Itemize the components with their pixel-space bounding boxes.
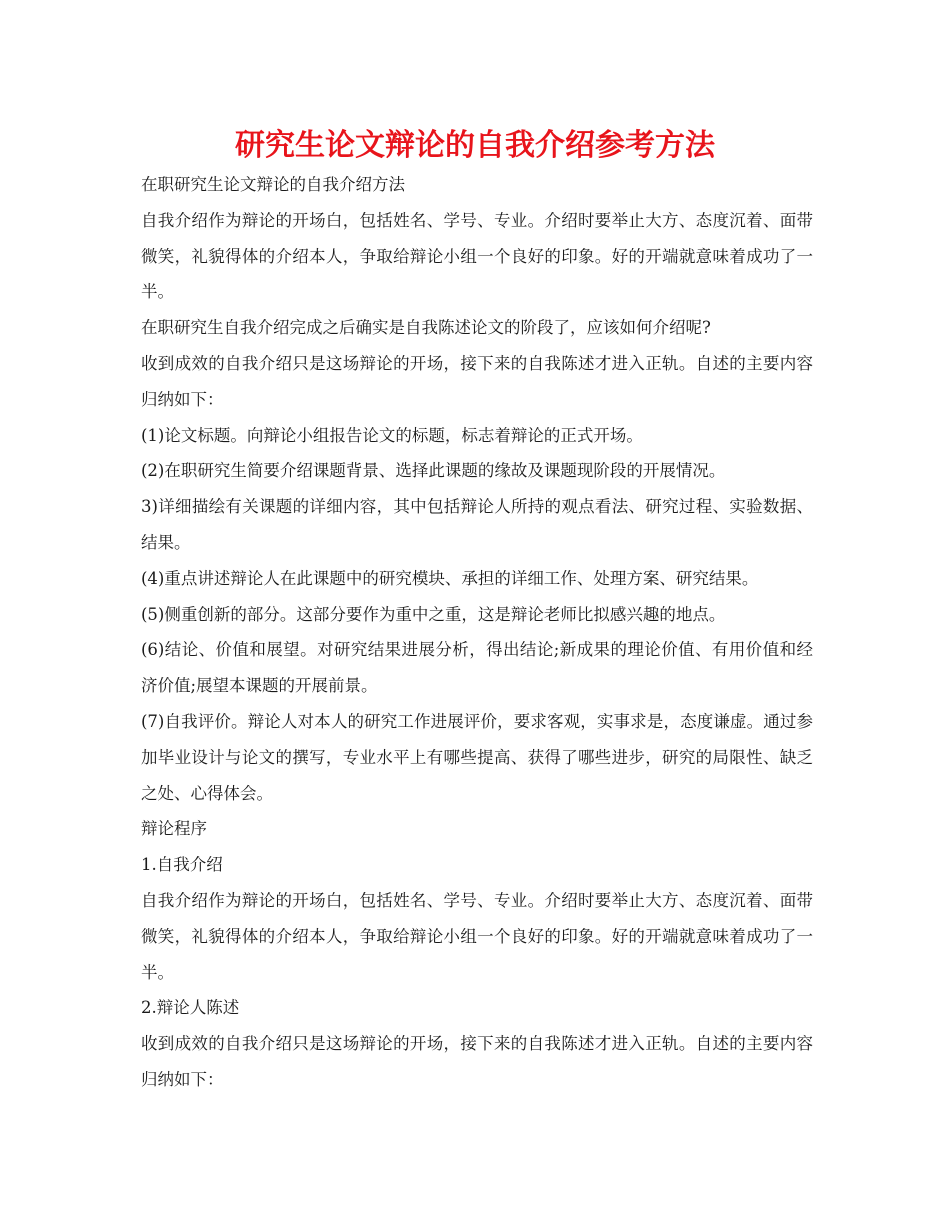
list-item: (7)自我评价。辩论人对本人的研究工作进展评价，要求客观，实事求是，态度谦虚。通过参加毕业设计与论文的撰写，专业水平上有哪些提高、获得了哪些进步，研究的局限性、缺乏之处、心得体会。: [141, 711, 813, 803]
document-body: [141, 167, 813, 1098]
body-paragraph: 自我介绍作为辩论的开场白，包括姓名、学号、专业。介绍时要举止大方、态度沉着、面带微笑，礼貌得体的介绍本人，争取给辩论小组一个良好的印象。好的开端就意味着成功了一半。: [141, 210, 813, 302]
list-item: (6)结论、价值和展望。对研究结果进展分析，得出结论;新成果的理论价值、有用价值和经济价值;展望本课题的开展前景。: [141, 640, 813, 696]
section-heading: 在职研究生论文辩论的自我介绍方法: [141, 175, 405, 194]
section-heading: 辩论程序: [141, 819, 207, 839]
body-paragraph: 自我介绍作为辩论的开场白，包括姓名、学号、专业。介绍时要举止大方、态度沉着、面带微笑，礼貌得体的介绍本人，争取给辩论小组一个良好的印象。好的开端就意味着成功了一半。: [141, 890, 813, 982]
list-item: (1)论文标题。向辩论小组报告论文的标题，标志着辩论的正式开场。: [141, 425, 643, 445]
list-item: (4)重点讲述辩论人在此课题中的研究模块、承担的详细工作、处理方案、研究结果。: [141, 568, 759, 588]
body-paragraph: 收到成效的自我介绍只是这场辩论的开场，接下来的自我陈述才进入正轨。自述的主要内容归纳如下：: [141, 353, 813, 409]
list-item: (5)侧重创新的部分。这部分要作为重中之重，这是辩论老师比拟感兴趣的地点。: [141, 604, 726, 624]
list-item: (2)在职研究生简要介绍课题背景、选择此课题的缘故及课题现阶段的开展情况。: [141, 461, 726, 481]
document-title: 研究生论文辩论的自我介绍参考方法: [235, 128, 715, 163]
body-paragraph: 在职研究生自我介绍完成之后确实是自我陈述论文的阶段了，应该如何介绍呢?: [141, 318, 711, 338]
list-item: 3)详细描绘有关课题的详细内容，其中包括辩论人所持的观点看法、研究过程、实验数据、结果。: [141, 497, 813, 552]
body-paragraph: 收到成效的自我介绍只是这场辩论的开场，接下来的自我陈述才进入正轨。自述的主要内容归纳如下：: [141, 1034, 813, 1089]
subsection-heading: 1.自我介绍: [141, 855, 223, 875]
subsection-heading: 2.辩论人陈述: [141, 998, 240, 1018]
